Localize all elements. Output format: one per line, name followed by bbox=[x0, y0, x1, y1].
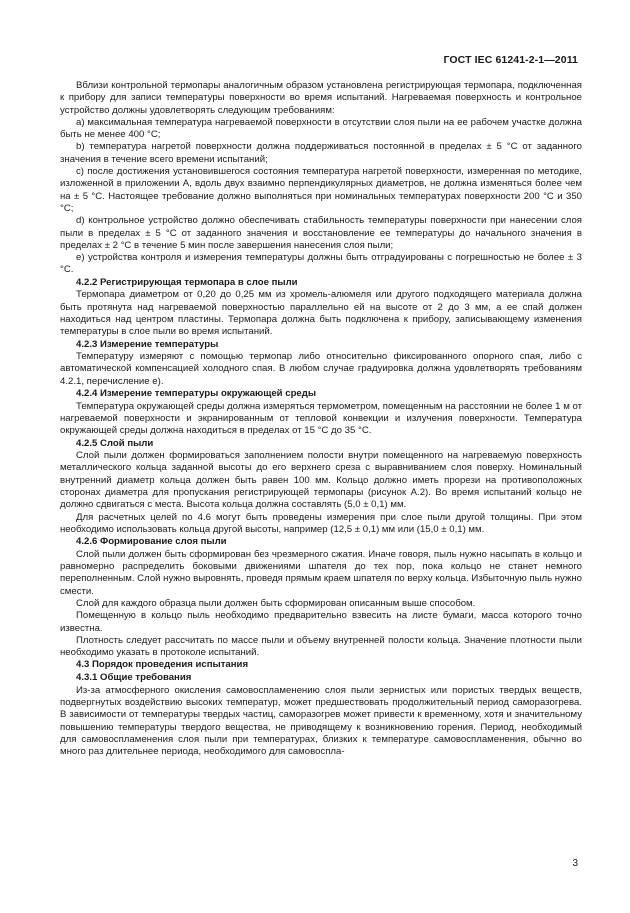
paragraph: Слой пыли должен быть сформирован без чрезмерного сжатия. Иначе говоря, пыль нужно насыпать в кольцо и равномерно распределить боковыми движениями шпателя до тех пор, пока кольцо не станет немного переполненным. Слой нужно выровнять, проведя прямым краем шпателя по верху кольца. Избыточную пыль нужно смести. bbox=[60, 548, 582, 597]
paragraph: Температуру измеряют с помощью термопар либо относительно фиксированного опорного спая, либо с автоматической компенсацией холодного спая. В любом случае градуировка должна удовлетворять требованиям 4.2.1, перечисление е). bbox=[60, 351, 582, 387]
paragraph: Из-за атмосферного окисления самовоспламенению слоя пыли зернистых или пористых твердых веществ, подвергнутых воздействию высоких температур, может предшествовать продолжительный период саморазогрева. В зависимости от температуры твердых частиц, саморазогрев может привести к временному, хотя и значительному повышению температуры твердого вещества, не приводящему к возникновению горения. Период, необходимый для самовоспламенения слоя пыли при температурах, близких к температуре самовоспламенения, обычно во много раз длительнее периода, необходимого для самовоспла- bbox=[60, 684, 582, 758]
paragraph: Температура окружающей среды должна измеряться термометром, помещенным на расстоянии не более 1 м от нагреваемой поверхности и экранированным от тепловой конвекции и излучения поверхности. Температура окружающей среды должна находиться в пределах от 15 °С до 35 °С. bbox=[60, 400, 582, 437]
paragraph: b) температура нагретой поверхности должна поддерживаться постоянной в пределах ± 5 °С от заданного значения в течение всего времени испытаний; bbox=[60, 141, 582, 165]
paragraph: Термопара диаметром от 0,20 до 0,25 мм из хромель-алюмеля или другого подходящего материала должна быть протянута над нагреваемой поверхностью параллельно ей на высоте от 2 до 3 мм, а ее спай должен находиться над центром пластины. Термопара должна быть подключена к прибору, записывающему изменения температуры в слое пыли во время испытаний. bbox=[60, 289, 582, 338]
section-heading: 4.2.4 Измерение температуры окружающей среды bbox=[76, 388, 317, 400]
paragraph: Вблизи контрольной термопары аналогичным образом установлена регистрирующая термопара, подключенная к прибору для записи температуры поверхности во время испытаний. Нагреваемая поверхность и контрольное устройство должны удовлетворять следующим требованиям: bbox=[60, 80, 582, 116]
section-heading: 4.2.6 Формирование слоя пыли bbox=[76, 536, 227, 548]
paragraph: Плотность следует рассчитать по массе пыли и объему внутренней полости кольца. Значение плотности пыли необходимо указать в протоколе испытаний. bbox=[60, 634, 582, 659]
paragraph: Слой пыли должен формироваться заполнением полости внутри помещенного на нагреваемую поверхность металлического кольца заданной высоты до его верхнего среза с выравниванием слоя поверху. Номинальный внутренний диаметр кольца должен быть равен 100 мм. Кольцо должно иметь прорези на противоположных сторонах диаметра для пропускания регистрирующей термопары (рисунок А.2). Во время испытаний кольцо не должно сдвигаться с места. Высота кольца должна составлять (5,0 ± 0,1) мм. bbox=[60, 450, 582, 511]
document-header: ГОСТ IEC 61241-2-1—2011 bbox=[443, 54, 578, 66]
document-body bbox=[60, 80, 582, 758]
section-heading: 4.3 Порядок проведения испытания bbox=[76, 659, 249, 671]
paragraph: Слой для каждого образца пыли должен быть сформирован описанным выше способом. bbox=[76, 597, 476, 609]
paragraph: а) максимальная температура нагреваемой поверхности в отсутствии слоя пыли на ее рабочем участке должна быть не менее 400 °С; bbox=[60, 116, 582, 141]
paragraph: е) устройства контроля и измерения температуры должны быть отградуированы с погрешностью не более ± 3 °С. bbox=[60, 252, 582, 276]
section-heading: 4.2.2 Регистрирующая термопара в слое пыли bbox=[76, 276, 298, 288]
paragraph: Помещенную в кольцо пыль необходимо предварительно взвесить на листе бумаги, масса которого точно известна. bbox=[60, 610, 582, 634]
paragraph: d) контрольное устройство должно обеспечивать стабильность температуры поверхности при нанесении слоя пыли в пределах ± 5 °С от заданного значения и восстановление ее температуры до начального значения в пределах ± 2 °С в течение 5 мин после завершения нанесения слоя пыли; bbox=[60, 215, 582, 251]
page-number: 3 bbox=[572, 858, 578, 869]
paragraph: Для расчетных целей по 4.6 могут быть проведены измерения при слое пыли другой толщины. При этом необходимо использовать кольца другой высоты, например (12,5 ± 0,1) мм или (15,0 ± 0,1) мм. bbox=[60, 511, 582, 535]
paragraph: с) после достижения установившегося состояния температура нагретой поверхности, измеренная по методике, изложенной в приложении А, вдоль двух взаимно перпендикулярных диаметров, не должна изменяться более чем на ± 5 °С. Настоящее требование должно выполняться при номинальных температурах поверхности 200 °С и 350 °С; bbox=[60, 166, 582, 214]
section-heading: 4.2.3 Измерение температуры bbox=[76, 338, 219, 350]
section-heading: 4.2.5 Слой пыли bbox=[76, 437, 154, 449]
section-heading: 4.3.1 Общие требования bbox=[76, 672, 192, 684]
